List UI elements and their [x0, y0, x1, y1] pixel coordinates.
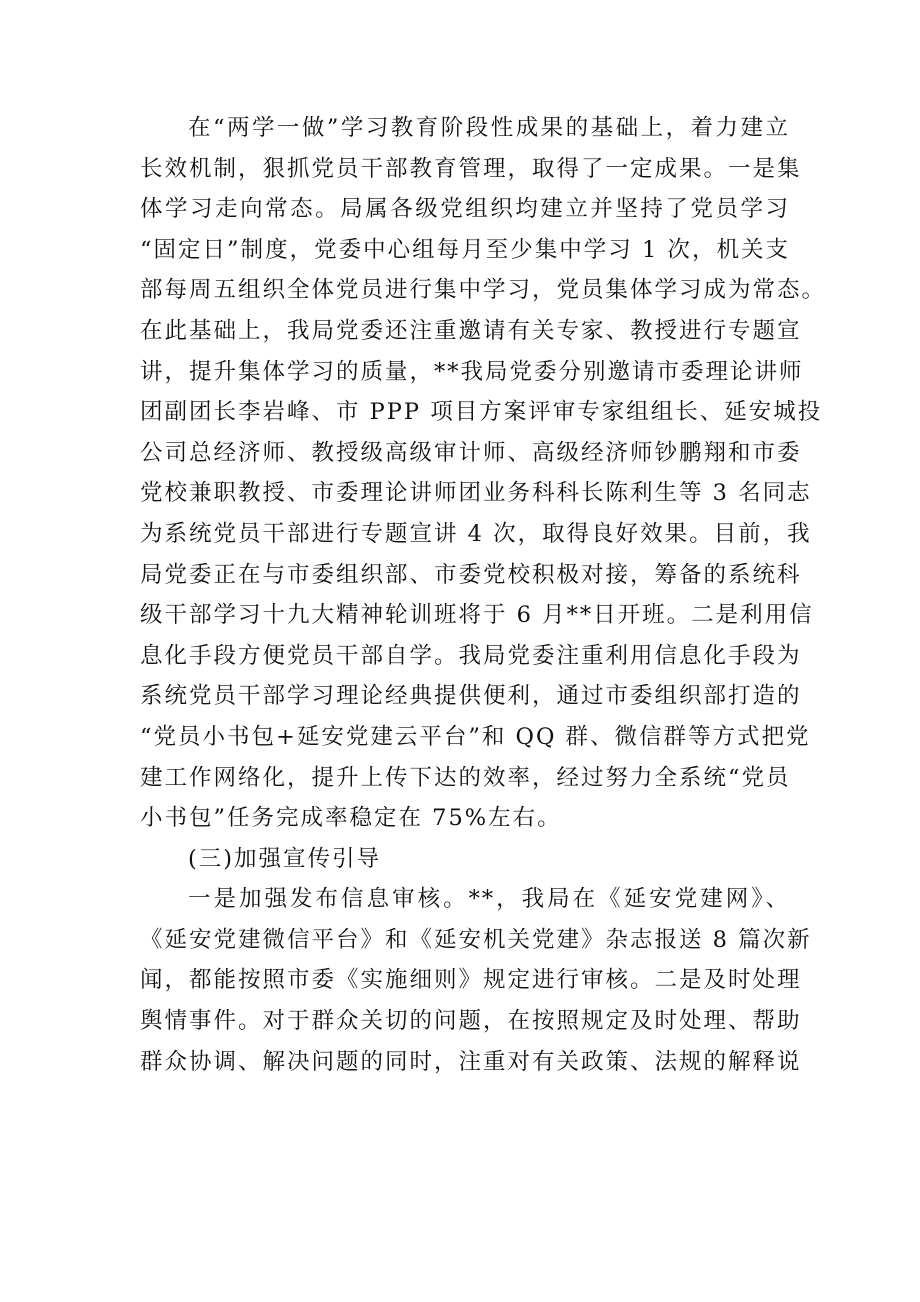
paragraph-line: 在此基础上，我局党委还注重邀请有关专家、教授进行专题宣 — [140, 317, 802, 344]
paragraph-line: 长效机制，狠抓党员干部教育管理，取得了一定成果。一是集 — [140, 155, 802, 182]
paragraph-line: 团副团长李岩峰、市 PPP 项目方案评审专家组组长、延安城投 — [140, 399, 823, 426]
paragraph-line: 公司总经济师、教授级高级审计师、高级经济师钞鹏翔和市委 — [140, 439, 802, 466]
paragraph-line: “固定日”制度，党委中心组每月至少集中学习 1 次，机关支 — [140, 236, 790, 263]
document-body — [140, 108, 827, 1082]
paragraph-line: 部每周五组织全体党员进行集中学习，党员集体学习成为常态。 — [140, 277, 827, 304]
paragraph-line: “党员小书包+延安党建云平台”和 QQ 群、微信群等方式把党 — [140, 723, 811, 750]
paragraph-line: 群众协调、解决问题的同时，注重对有关政策、法规的解释说 — [140, 1048, 802, 1075]
paragraph-line: 为系统党员干部进行专题宣讲 4 次，取得良好效果。目前，我 — [140, 520, 812, 547]
paragraph-line: 息化手段方便党员干部自学。我局党委注重利用信息化手段为 — [140, 642, 802, 669]
paragraph-line: 局党委正在与市委组织部、市委党校积极对接，筹备的系统科 — [140, 561, 802, 588]
paragraph-line: 党校兼职教授、市委理论讲师团业务科科长陈利生等 3 名同志 — [140, 480, 812, 507]
paragraph-line: 舆情事件。对于群众关切的问题，在按照规定及时处理、帮助 — [140, 1008, 802, 1035]
paragraph-line: 一是加强发布信息审核。**，我局在《延安党建网》、 — [188, 886, 790, 913]
paragraph-line: 级干部学习十九大精神轮训班将于 6 月**日开班。二是利用信 — [140, 602, 814, 629]
paragraph-line: 小书包”任务完成率稳定在 75%左右。 — [140, 805, 562, 832]
paragraph-line: 系统党员干部学习理论经典提供便利，通过市委组织部打造的 — [140, 683, 802, 710]
section-heading: (三)加强宣传引导 — [188, 845, 382, 872]
paragraph-line: 讲，提升集体学习的质量，**我局党委分别邀请市委理论讲师 — [140, 358, 804, 385]
paragraph-line: 建工作网络化，提升上传下达的效率，经过努力全系统“党员 — [140, 764, 791, 791]
paragraph-line: 在“两学一做”学习教育阶段性成果的基础上，着力建立 — [188, 115, 790, 141]
paragraph-line: 闻，都能按照市委《实施细则》规定进行审核。二是及时处理 — [140, 967, 802, 994]
paragraph-line: 《延安党建微信平台》和《延安机关党建》杂志报送 8 篇次新 — [140, 926, 812, 953]
paragraph-line: 体学习走向常态。局属各级党组织均建立并坚持了党员学习 — [140, 196, 790, 223]
